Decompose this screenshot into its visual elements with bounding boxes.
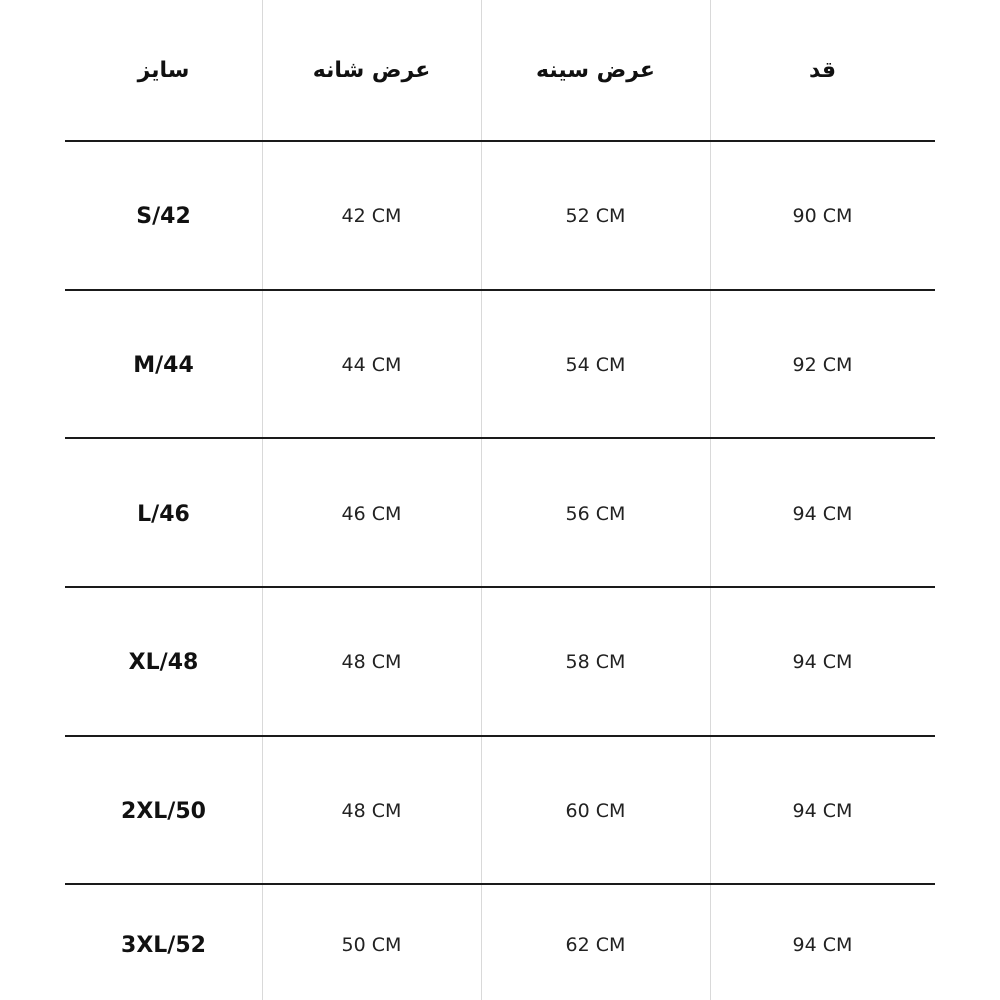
chest-cell: 52 CM — [565, 205, 626, 227]
shoulder-cell: 48 CM — [341, 651, 402, 673]
header-length: قد — [808, 57, 837, 83]
row-divider — [65, 437, 935, 439]
row-divider — [65, 140, 935, 142]
chest-cell: 62 CM — [565, 934, 626, 956]
row-divider — [65, 735, 935, 737]
length-cell: 92 CM — [792, 354, 853, 376]
chest-cell: 60 CM — [565, 800, 626, 822]
size-cell: M/44 — [133, 352, 194, 378]
length-cell: 94 CM — [792, 800, 853, 822]
size-cell: S/42 — [136, 203, 191, 229]
chest-cell: 54 CM — [565, 354, 626, 376]
size-cell: 2XL/50 — [121, 798, 206, 824]
chest-cell: 58 CM — [565, 651, 626, 673]
header-chest-width: عرض سینه — [536, 57, 655, 83]
size-cell: XL/48 — [128, 649, 199, 675]
header-shoulder-width: عرض شانه — [312, 57, 431, 83]
length-cell: 94 CM — [792, 934, 853, 956]
row-divider — [65, 883, 935, 885]
shoulder-cell: 46 CM — [341, 503, 402, 525]
length-cell: 94 CM — [792, 651, 853, 673]
shoulder-cell: 48 CM — [341, 800, 402, 822]
length-cell: 94 CM — [792, 503, 853, 525]
chest-cell: 56 CM — [565, 503, 626, 525]
shoulder-cell: 44 CM — [341, 354, 402, 376]
shoulder-cell: 42 CM — [341, 205, 402, 227]
shoulder-cell: 50 CM — [341, 934, 402, 956]
size-cell: 3XL/52 — [121, 932, 206, 958]
size-cell: L/46 — [137, 501, 190, 527]
row-divider — [65, 289, 935, 291]
length-cell: 90 CM — [792, 205, 853, 227]
row-divider — [65, 586, 935, 588]
header-size: سایز — [137, 57, 190, 83]
